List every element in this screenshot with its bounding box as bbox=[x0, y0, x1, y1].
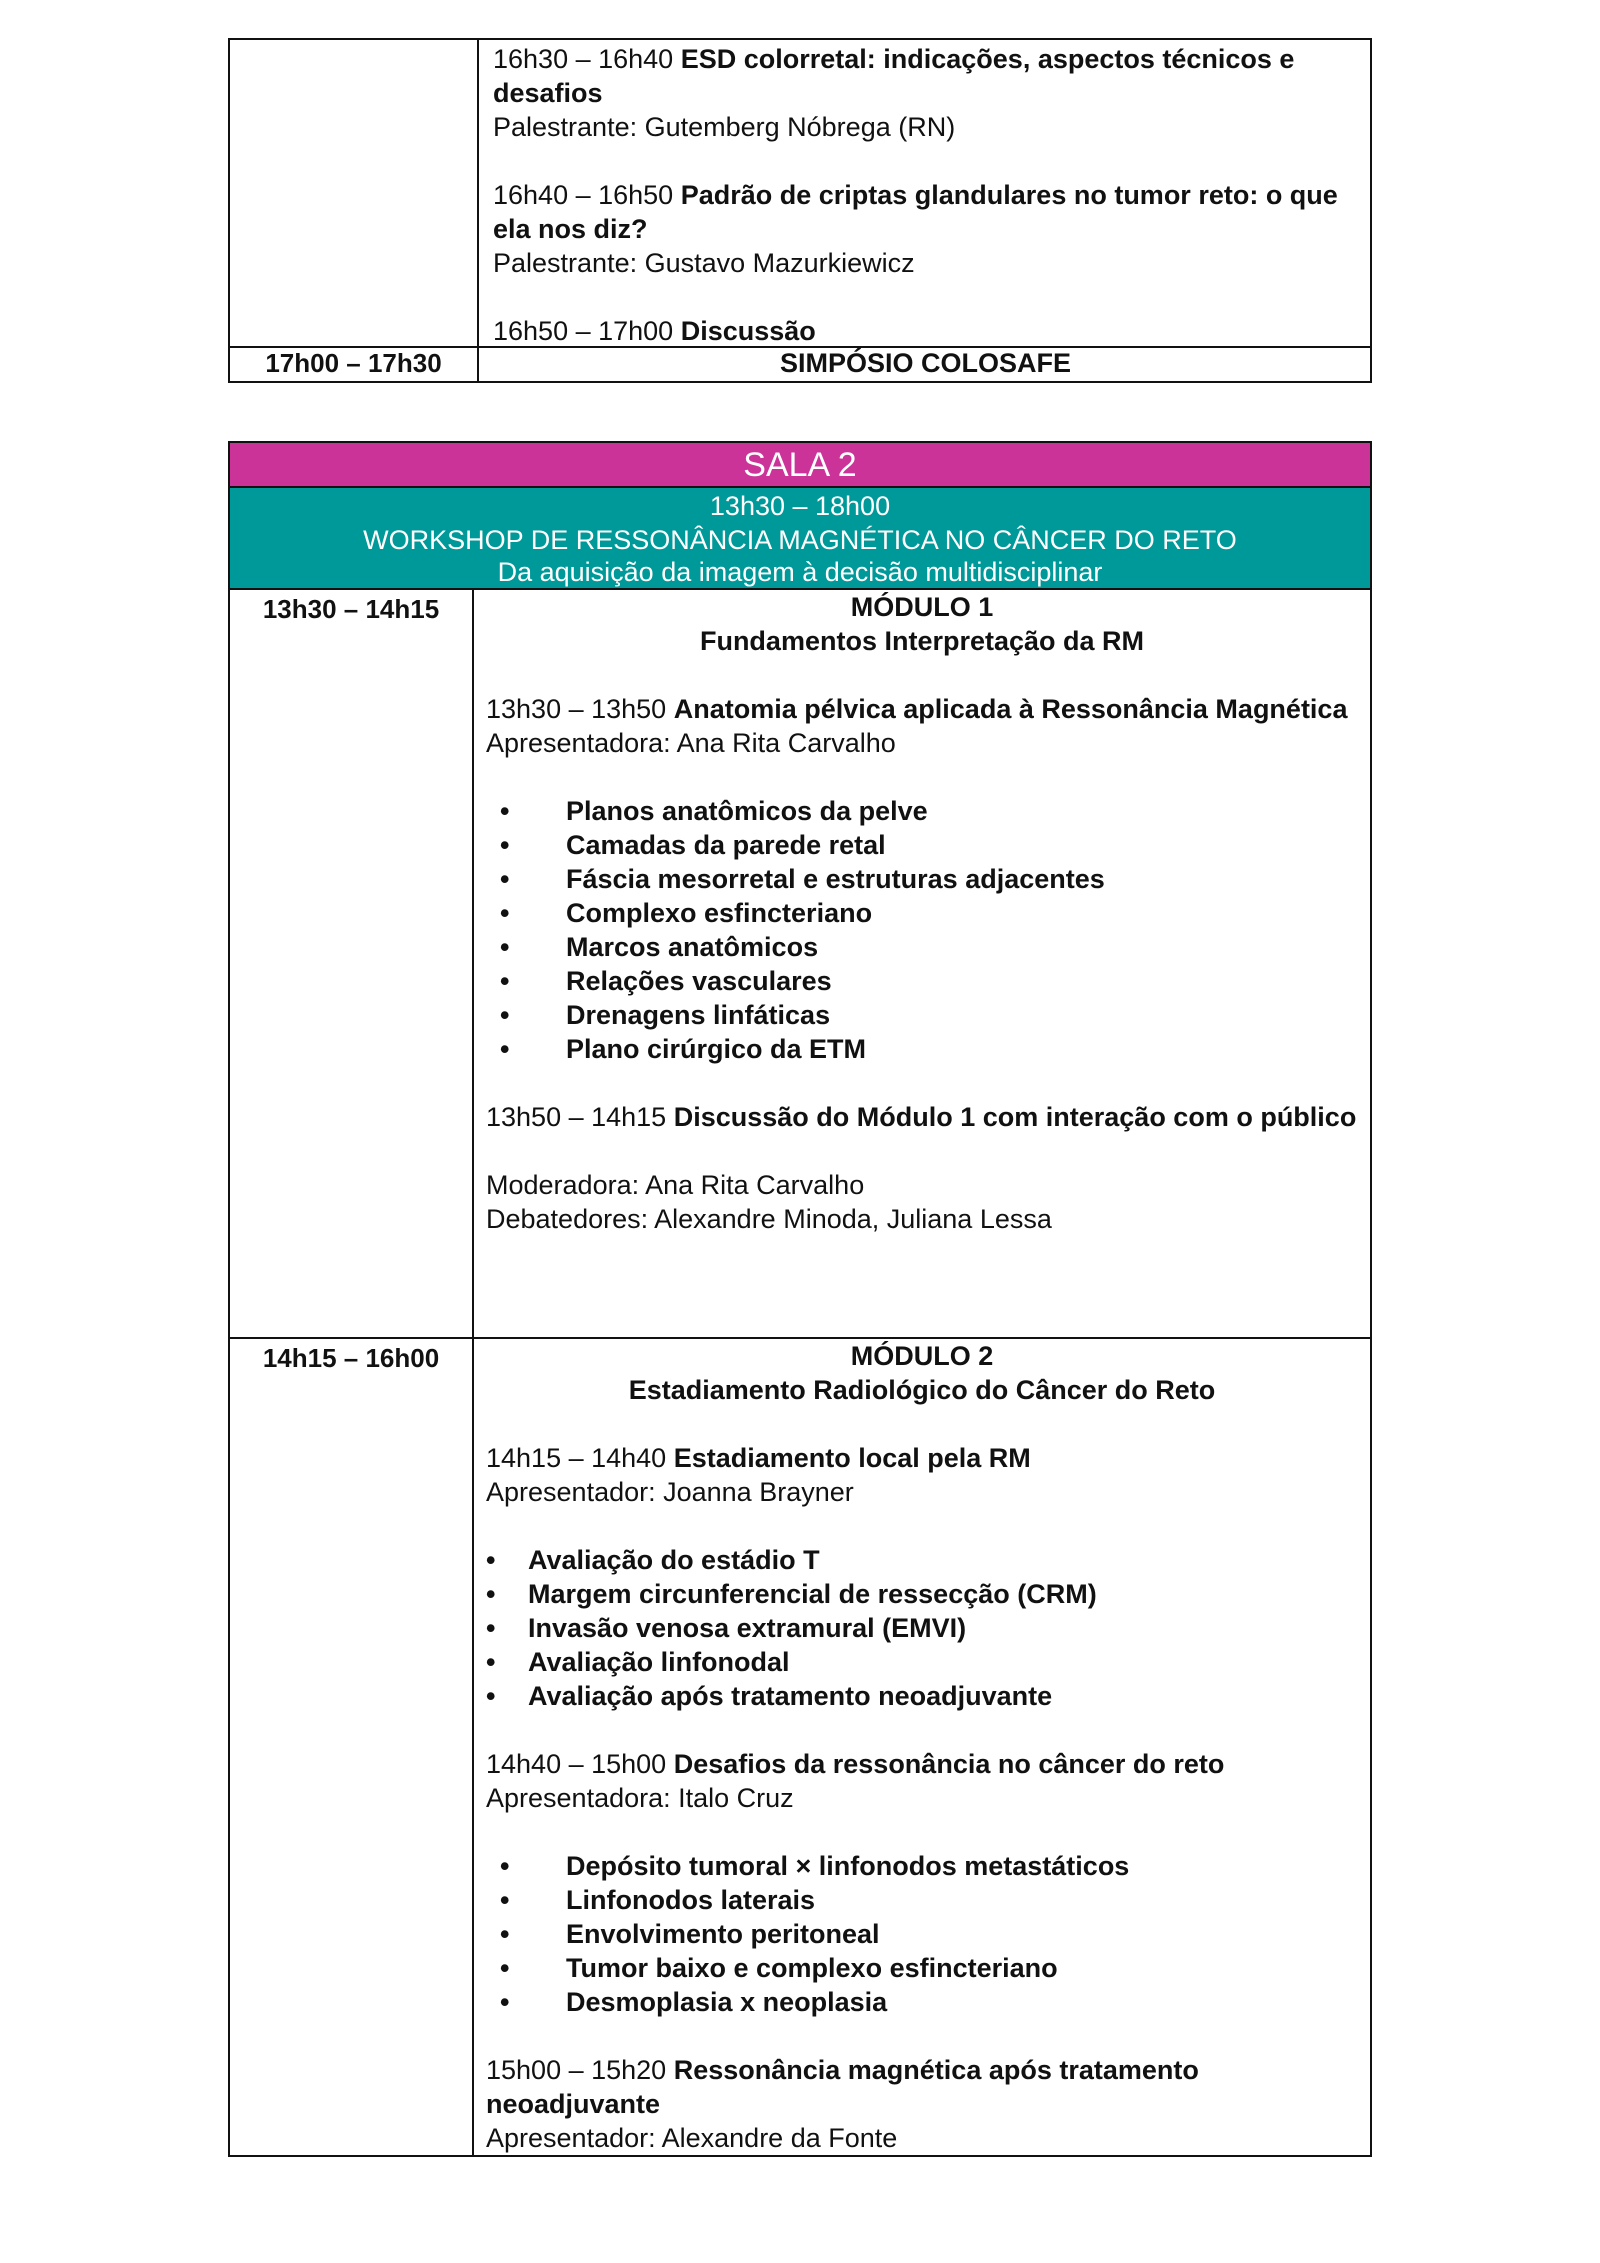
bullet-icon: • bbox=[500, 1953, 510, 1983]
bullet-icon: • bbox=[486, 1647, 496, 1677]
list-item-text: Drenagens linfáticas bbox=[566, 1000, 831, 1030]
list-item bbox=[486, 1679, 1358, 1713]
bullet-icon: • bbox=[500, 864, 510, 894]
list-item-text: Complexo esfincteriano bbox=[566, 898, 873, 928]
module-label: MÓDULO 2 bbox=[850, 1341, 994, 1371]
talk-title: Discussão do Módulo 1 com interação com o público bbox=[673, 1102, 1357, 1132]
talk bbox=[486, 692, 1358, 760]
workshop-header bbox=[230, 488, 1370, 588]
topic-list bbox=[486, 1543, 1358, 1713]
talk-speaker: Palestrante: Gutemberg Nóbrega (RN) bbox=[493, 112, 956, 142]
talk-title: Ressonância magnética após tratamento neoadjuvante bbox=[486, 2055, 1199, 2119]
module-label: MÓDULO 1 bbox=[850, 592, 994, 622]
time-cell: 14h15 – 16h00 bbox=[230, 1339, 474, 2155]
list-item-text: Relações vasculares bbox=[566, 966, 832, 996]
list-item bbox=[486, 828, 1358, 862]
list-item-text: Envolvimento peritoneal bbox=[566, 1919, 880, 1949]
talk-time: 16h30 – 16h40 bbox=[493, 44, 674, 74]
list-item bbox=[486, 998, 1358, 1032]
debaters: Debatedores: Alexandre Minoda, Juliana Lessa bbox=[486, 1204, 1052, 1234]
list-item-text: Planos anatômicos da pelve bbox=[566, 796, 928, 826]
bullet-icon: • bbox=[500, 796, 510, 826]
content-cell bbox=[479, 40, 1370, 346]
talk-title: Discussão bbox=[680, 316, 816, 346]
list-item-text: Tumor baixo e complexo esfincteriano bbox=[566, 1953, 1058, 1983]
list-item bbox=[486, 930, 1358, 964]
list-item-text: Plano cirúrgico da ETM bbox=[566, 1034, 867, 1064]
schedule-table-continued bbox=[228, 38, 1372, 383]
bullet-icon: • bbox=[500, 1919, 510, 1949]
talk-time: 13h50 – 14h15 bbox=[486, 1102, 667, 1132]
list-item-text: Invasão venosa extramural (EMVI) bbox=[528, 1613, 967, 1643]
time-cell bbox=[230, 40, 479, 346]
talk bbox=[486, 1100, 1358, 1134]
talk-title: Desafios da ressonância no câncer do reto bbox=[673, 1749, 1225, 1779]
list-item-text: Marcos anatômicos bbox=[566, 932, 819, 962]
talk-speaker: Palestrante: Gustavo Mazurkiewicz bbox=[493, 248, 915, 278]
list-item bbox=[486, 1032, 1358, 1066]
talk-time: 13h30 – 13h50 bbox=[486, 694, 667, 724]
talk-title: Estadiamento local pela RM bbox=[673, 1443, 1031, 1473]
list-item bbox=[486, 1645, 1358, 1679]
moderator: Moderadora: Ana Rita Carvalho bbox=[486, 1170, 865, 1200]
talk-time: 14h15 – 14h40 bbox=[486, 1443, 667, 1473]
workshop-time: 13h30 – 18h00 bbox=[709, 491, 891, 521]
list-item bbox=[486, 1883, 1358, 1917]
list-item bbox=[486, 1611, 1358, 1645]
list-item-text: Fáscia mesorretal e estruturas adjacentes bbox=[566, 864, 1105, 894]
list-item bbox=[486, 1849, 1358, 1883]
bullet-icon: • bbox=[486, 1545, 496, 1575]
talk-presenter: Apresentadora: Italo Cruz bbox=[486, 1783, 794, 1813]
list-item bbox=[486, 1577, 1358, 1611]
time-cell: 13h30 – 14h15 bbox=[230, 590, 474, 1337]
talk-title: Padrão de criptas glandulares no tumor reto: o que ela nos diz? bbox=[493, 180, 1338, 244]
talk-title: Anatomia pélvica aplicada à Ressonância Magnética bbox=[673, 694, 1348, 724]
list-item-text: Desmoplasia x neoplasia bbox=[566, 1987, 888, 2017]
bullet-icon: • bbox=[500, 1885, 510, 1915]
table-row bbox=[230, 40, 1370, 346]
list-item bbox=[486, 1917, 1358, 1951]
bullet-icon: • bbox=[500, 898, 510, 928]
talk bbox=[486, 2053, 1358, 2155]
topic-list bbox=[486, 1849, 1358, 2019]
list-item-text: Margem circunferencial de ressecção (CRM) bbox=[528, 1579, 1097, 1609]
list-item-text: Avaliação após tratamento neoadjuvante bbox=[528, 1681, 1053, 1711]
module-title: Fundamentos Interpretação da RM bbox=[699, 626, 1145, 656]
talk bbox=[493, 42, 1358, 144]
talk-title: ESD colorretal: indicações, aspectos técnicos e desafios bbox=[493, 44, 1295, 108]
room-header: SALA 2 bbox=[230, 443, 1370, 488]
module-title: Estadiamento Radiológico do Câncer do Reto bbox=[628, 1375, 1216, 1405]
talk bbox=[493, 314, 1358, 348]
talk-presenter: Apresentador: Alexandre da Fonte bbox=[486, 2123, 898, 2153]
list-item bbox=[486, 1951, 1358, 1985]
bullet-icon: • bbox=[486, 1681, 496, 1711]
list-item bbox=[486, 1543, 1358, 1577]
table-row bbox=[230, 346, 1370, 381]
module-row bbox=[230, 1337, 1370, 2155]
talk-presenter: Apresentadora: Ana Rita Carvalho bbox=[486, 728, 896, 758]
talk bbox=[486, 1441, 1358, 1509]
content-cell bbox=[474, 1339, 1370, 2155]
list-item bbox=[486, 964, 1358, 998]
list-item bbox=[486, 896, 1358, 930]
sala2-table bbox=[228, 441, 1372, 2157]
list-item-text: Avaliação do estádio T bbox=[528, 1545, 820, 1575]
bullet-icon: • bbox=[500, 932, 510, 962]
bullet-icon: • bbox=[486, 1579, 496, 1609]
workshop-title: WORKSHOP DE RESSONÂNCIA MAGNÉTICA NO CÂNCER DO RETO bbox=[363, 525, 1237, 555]
bullet-icon: • bbox=[500, 966, 510, 996]
talk-time: 16h50 – 17h00 bbox=[493, 316, 674, 346]
bullet-icon: • bbox=[500, 1034, 510, 1064]
list-item-text: Avaliação linfonodal bbox=[528, 1647, 790, 1677]
list-item bbox=[486, 1985, 1358, 2019]
talk-time: 15h00 – 15h20 bbox=[486, 2055, 667, 2085]
list-item bbox=[486, 794, 1358, 828]
topic-list bbox=[486, 794, 1358, 1066]
bullet-icon: • bbox=[500, 1000, 510, 1030]
bullet-icon: • bbox=[500, 1987, 510, 2017]
content-cell bbox=[474, 590, 1370, 1337]
talk-time: 16h40 – 16h50 bbox=[493, 180, 674, 210]
list-item-text: Linfonodos laterais bbox=[566, 1885, 816, 1915]
talk bbox=[486, 1747, 1358, 1815]
list-item-text: Camadas da parede retal bbox=[566, 830, 886, 860]
module-row bbox=[230, 588, 1370, 1337]
list-item bbox=[486, 862, 1358, 896]
talk-time: 14h40 – 15h00 bbox=[486, 1749, 667, 1779]
bullet-icon: • bbox=[500, 1851, 510, 1881]
session-title: SIMPÓSIO COLOSAFE bbox=[779, 348, 1072, 378]
talk-presenter: Apresentador: Joanna Brayner bbox=[486, 1477, 854, 1507]
bullet-icon: • bbox=[486, 1613, 496, 1643]
workshop-subtitle: Da aquisição da imagem à decisão multidisciplinar bbox=[497, 557, 1103, 587]
talk bbox=[493, 178, 1358, 280]
list-item-text: Depósito tumoral × linfonodos metastáticos bbox=[566, 1851, 1130, 1881]
bullet-icon: • bbox=[500, 830, 510, 860]
time-cell: 17h00 – 17h30 bbox=[230, 348, 479, 381]
